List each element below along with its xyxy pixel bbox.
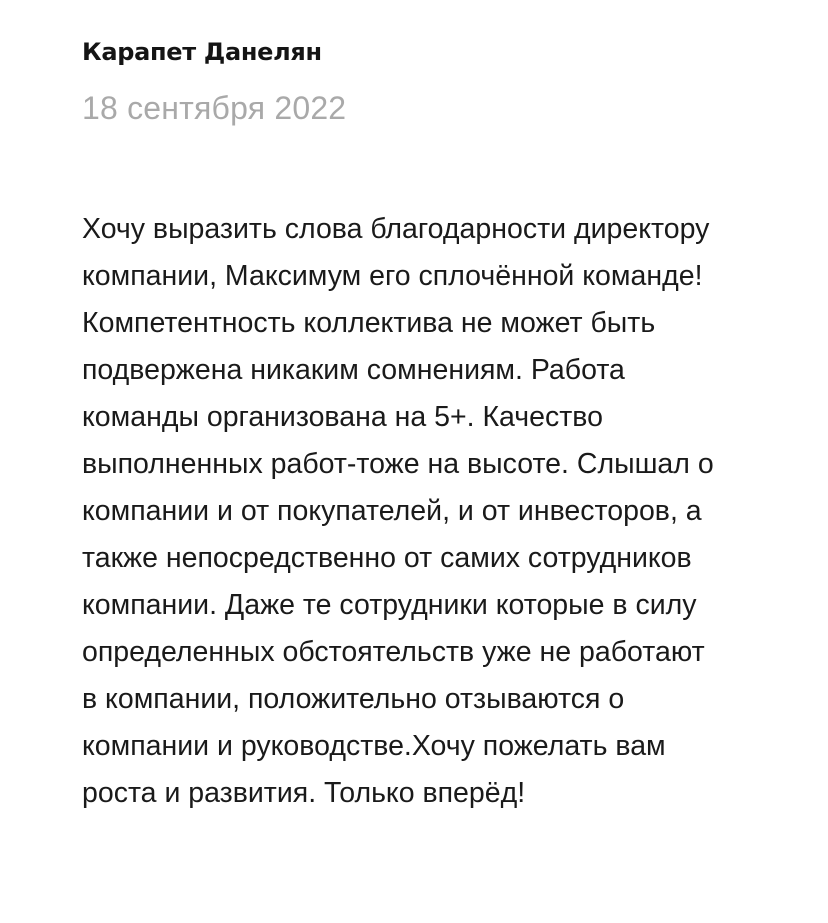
- review-text-line: также непосредственно от самих сотрудников: [82, 542, 692, 574]
- review-text: [82, 206, 782, 817]
- review-text-line: компании и руководстве.Хочу пожелать вам: [82, 730, 666, 762]
- review-text-line: подвержена никаким сомнениям. Работа: [82, 354, 625, 386]
- review-text-line: выполненных работ-тоже на высоте. Слышал о: [82, 448, 714, 480]
- review-author: Карапет Данелян: [82, 38, 322, 66]
- review-card: [82, 34, 782, 817]
- review-text-line: роста и развития. Только вперёд!: [82, 777, 526, 809]
- review-text-line: компании. Даже те сотрудники которые в силу: [82, 589, 697, 621]
- review-text-line: компании, Максимум его сплочённой команде!: [82, 260, 703, 292]
- review-text-line: в компании, положительно отзываются о: [82, 683, 625, 715]
- review-text-line: определенных обстоятельств уже не работают: [82, 636, 705, 668]
- review-text-line: Хочу выразить слова благодарности директору: [82, 213, 710, 245]
- review-text-line: Компетентность коллектива не может быть: [82, 307, 656, 339]
- review-text-line: компании и от покупателей, и от инвесторов, а: [82, 495, 702, 527]
- review-text-line: команды организована на 5+. Качество: [82, 401, 603, 433]
- review-date: 18 сентября 2022: [82, 90, 347, 126]
